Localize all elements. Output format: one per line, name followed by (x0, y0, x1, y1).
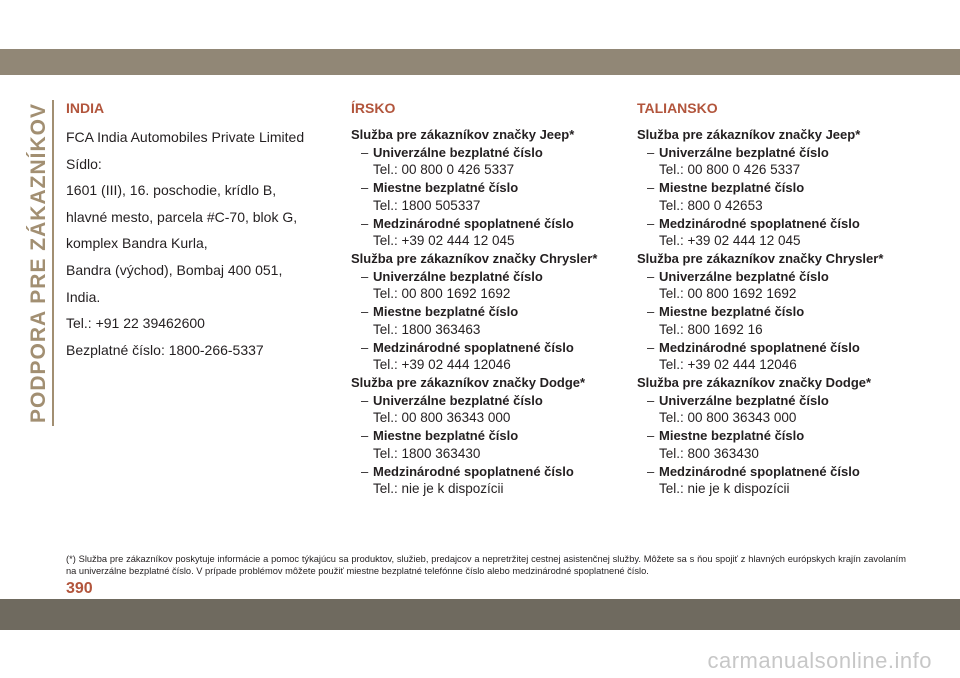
service-item-label: Miestne bezplatné číslo (659, 304, 805, 319)
service-item-label: Miestne bezplatné číslo (373, 428, 519, 443)
service-item-label: Medzinárodné spoplatnené číslo (659, 463, 860, 479)
service-phone: Tel.: 00 800 1692 1692 (659, 286, 797, 301)
service-item-label: Miestne bezplatné číslo (659, 428, 805, 443)
service-phone: Tel.: +39 02 444 12046 (373, 357, 511, 372)
service-title: Služba pre zákazníkov značky Jeep* (637, 127, 861, 142)
india-line: Bandra (východ), Bombaj 400 051, (66, 261, 283, 278)
watermark: carmanualsonline.info (707, 648, 932, 673)
side-tab-divider (52, 100, 54, 426)
service-phone: Tel.: nie je k dispozícii (659, 481, 790, 496)
service-item-label: Medzinárodné spoplatnené číslo (659, 215, 860, 231)
service-phone: Tel.: +39 02 444 12046 (659, 357, 797, 372)
india-column (66, 100, 336, 368)
italy-heading: TALIANSKO (637, 100, 718, 116)
india-heading: INDIA (66, 100, 105, 116)
dash: – (361, 463, 369, 479)
page-number: 390 (66, 580, 93, 597)
service-phone: Tel.: 800 1692 16 (659, 321, 763, 337)
dash: – (647, 304, 655, 319)
dash: – (361, 392, 369, 408)
india-line: Tel.: +91 22 39462600 (66, 315, 205, 332)
india-line: hlavné mesto, parcela #C-70, blok G, (66, 208, 298, 225)
dash: – (361, 215, 369, 231)
dash: – (647, 392, 655, 408)
service-item (637, 268, 927, 286)
service-item-label: Univerzálne bezplatné číslo (373, 268, 543, 284)
india-line: komplex Bandra Kurla, (66, 235, 208, 252)
service-phone: Tel.: 800 363430 (659, 445, 759, 461)
service-item (637, 463, 927, 481)
service-phone: Tel.: 00 800 36343 000 (659, 410, 797, 425)
footnote: (*) Služba pre zákazníkov poskytuje informácie a pomoc týkajúcu sa produktov, služieb, predajcov a nepretržitej cestnej asistenčnej služby. Môžete sa s ňou spojiť z hlavných európskych krajín zavolaním na univerzálne bezplatné číslo. V prípade problémov môžete použiť miestne bezplatné telefónne číslo alebo medzinárodné spoplatnené číslo. (66, 554, 906, 576)
service-item-label: Univerzálne bezplatné číslo (659, 144, 829, 160)
service-phone: Tel.: nie je k dispozícii (373, 481, 504, 496)
dash: – (647, 428, 655, 443)
india-line: FCA India Automobiles Private Limited (66, 129, 305, 145)
bottom-band (0, 599, 960, 630)
dash: – (361, 144, 369, 160)
service-item (637, 339, 927, 357)
service-item (637, 427, 927, 445)
service-item (351, 463, 631, 481)
service-item (351, 339, 631, 357)
service-item-label: Miestne bezplatné číslo (373, 304, 519, 319)
service-phone: Tel.: 1800 363463 (373, 321, 481, 337)
service-item (351, 427, 631, 445)
dash: – (361, 268, 369, 284)
service-item-label: Miestne bezplatné číslo (373, 180, 519, 195)
dash: – (647, 215, 655, 231)
india-line: India. (66, 288, 101, 305)
service-phone: Tel.: +39 02 444 12 045 (659, 233, 801, 248)
service-title: Služba pre zákazníkov značky Jeep* (351, 127, 575, 142)
dash: – (361, 339, 369, 355)
india-line: Bezplatné číslo: 1800-266-5337 (66, 341, 264, 358)
service-phone: Tel.: 1800 363430 (373, 445, 481, 461)
service-item (351, 268, 631, 286)
service-item (351, 392, 631, 410)
service-item-label: Medzinárodné spoplatnené číslo (659, 339, 860, 355)
ireland-heading: ÍRSKO (351, 100, 396, 116)
italy-column (637, 100, 927, 498)
service-item-label: Medzinárodné spoplatnené číslo (373, 463, 574, 479)
dash: – (361, 180, 369, 195)
service-phone: Tel.: 00 800 0 426 5337 (659, 162, 801, 177)
service-phone: Tel.: 00 800 36343 000 (373, 410, 511, 425)
dash: – (647, 339, 655, 355)
service-item (637, 144, 927, 162)
service-item-label: Univerzálne bezplatné číslo (373, 392, 543, 408)
service-item (637, 303, 927, 321)
dash: – (361, 428, 369, 443)
service-title: Služba pre zákazníkov značky Dodge* (351, 375, 586, 390)
section-side-tab (28, 100, 50, 426)
dash: – (647, 268, 655, 284)
service-item-label: Univerzálne bezplatné číslo (659, 268, 829, 284)
dash: – (361, 304, 369, 319)
service-item-label: Miestne bezplatné číslo (659, 180, 805, 195)
service-item (637, 215, 927, 233)
service-item (351, 179, 631, 197)
service-item-label: Medzinárodné spoplatnené číslo (373, 215, 574, 231)
service-phone: Tel.: 00 800 0 426 5337 (373, 162, 515, 177)
service-item (637, 179, 927, 197)
service-title: Služba pre zákazníkov značky Chrysler* (637, 251, 884, 266)
ireland-column (351, 100, 631, 498)
dash: – (647, 180, 655, 195)
service-item (351, 303, 631, 321)
india-line: 1601 (III), 16. poschodie, krídlo B, (66, 182, 277, 199)
service-item (351, 215, 631, 233)
service-item-label: Univerzálne bezplatné číslo (659, 392, 829, 408)
top-band (0, 49, 960, 75)
service-item (637, 392, 927, 410)
service-title: Služba pre zákazníkov značky Chrysler* (351, 251, 598, 266)
service-phone: Tel.: 1800 505337 (373, 197, 481, 213)
service-title: Služba pre zákazníkov značky Dodge* (637, 375, 872, 390)
service-phone: Tel.: +39 02 444 12 045 (373, 233, 515, 248)
service-item-label: Univerzálne bezplatné číslo (373, 144, 543, 160)
dash: – (647, 463, 655, 479)
service-item (351, 144, 631, 162)
service-phone: Tel.: 00 800 1692 1692 (373, 286, 511, 301)
india-line: Sídlo: (66, 155, 102, 172)
section-side-tab-label: PODPORA PRE ZÁKAZNÍKOV (27, 103, 51, 423)
service-item-label: Medzinárodné spoplatnené číslo (373, 339, 574, 355)
dash: – (647, 144, 655, 160)
service-phone: Tel.: 800 0 42653 (659, 197, 763, 213)
